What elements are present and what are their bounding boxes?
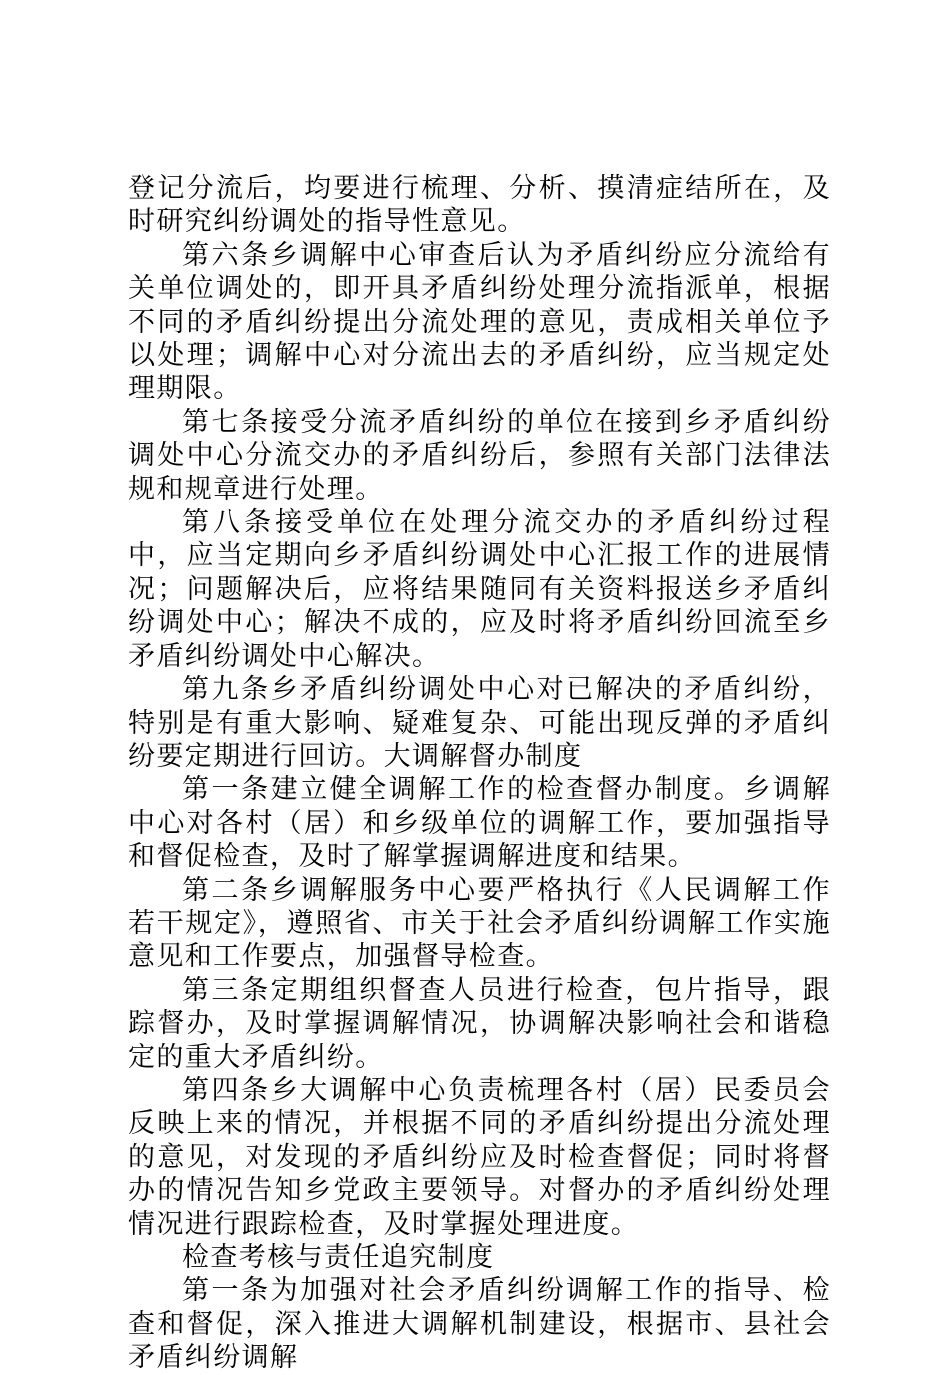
paragraph-supervision-article-1: 第一条建立健全调解工作的检查督办制度。乡调解中心对各村（居）和乡级单位的调解工作，要加强指导和督促检查，及时了解掌握调解进度和结果。: [128, 774, 831, 873]
paragraph-article-9: 第九条乡矛盾纠纷调处中心对已解决的矛盾纠纷，特别是有重大影响、疑难复杂、可能出现反弹的矛盾纠纷要定期进行回访。大调解督办制度: [128, 674, 831, 772]
section-heading-inspection: 检查考核与责任追究制度: [182, 1242, 495, 1273]
paragraph-article-8: 第八条接受单位在处理分流交办的矛盾纠纷过程中，应当定期向乡矛盾纠纷调处中心汇报工作的进展情况；问题解决后，应将结果随同有关资料报送乡矛盾纠纷调处中心；解决不成的，应及时将矛盾纠纷回流至乡矛盾纠纷调处中心解决。: [128, 507, 831, 672]
paragraph-article-7: 第七条接受分流矛盾纠纷的单位在接到乡矛盾纠纷调处中心分流交办的矛盾纠纷后，参照有关部门法律法规和规章进行处理。: [128, 406, 831, 505]
paragraph-inspection-article-1: 第一条为加强对社会矛盾纠纷调解工作的指导、检查和督促，深入推进大调解机制建设，根据市、县社会矛盾纠纷调解: [128, 1275, 831, 1374]
paragraph-continuation: 登记分流后，均要进行梳理、分析、摸清症结所在，及时研究纠纷调处的指导性意见。: [128, 173, 831, 238]
paragraph-supervision-article-4: 第四条乡大调解中心负责梳理各村（居）民委员会反映上来的情况，并根据不同的矛盾纠纷提出分流处理的意见，对发现的矛盾纠纷应及时检查督促；同时将督办的情况告知乡党政主要领导。对督办的矛盾纠纷处理情况进行跟踪检查，及时掌握处理进度。: [128, 1074, 831, 1240]
paragraph-supervision-article-2: 第二条乡调解服务中心要严格执行《人民调解工作若干规定》，遵照省、市关于社会矛盾纠纷调解工作实施意见和工作要点，加强督导检查。: [128, 874, 831, 973]
paragraph-article-6: 第六条乡调解中心审查后认为矛盾纠纷应分流给有关单位调处的，即开具矛盾纠纷处理分流指派单，根据不同的矛盾纠纷提出分流处理的意见，责成相关单位予以处理；调解中心对分流出去的矛盾纠纷，应当规定处理期限。: [128, 239, 831, 405]
document-body: [128, 172, 831, 1375]
paragraph-supervision-article-3: 第三条定期组织督查人员进行检查，包片指导，跟踪督办，及时掌握调解情况，协调解决影响社会和谐稳定的重大矛盾纠纷。: [128, 974, 831, 1073]
